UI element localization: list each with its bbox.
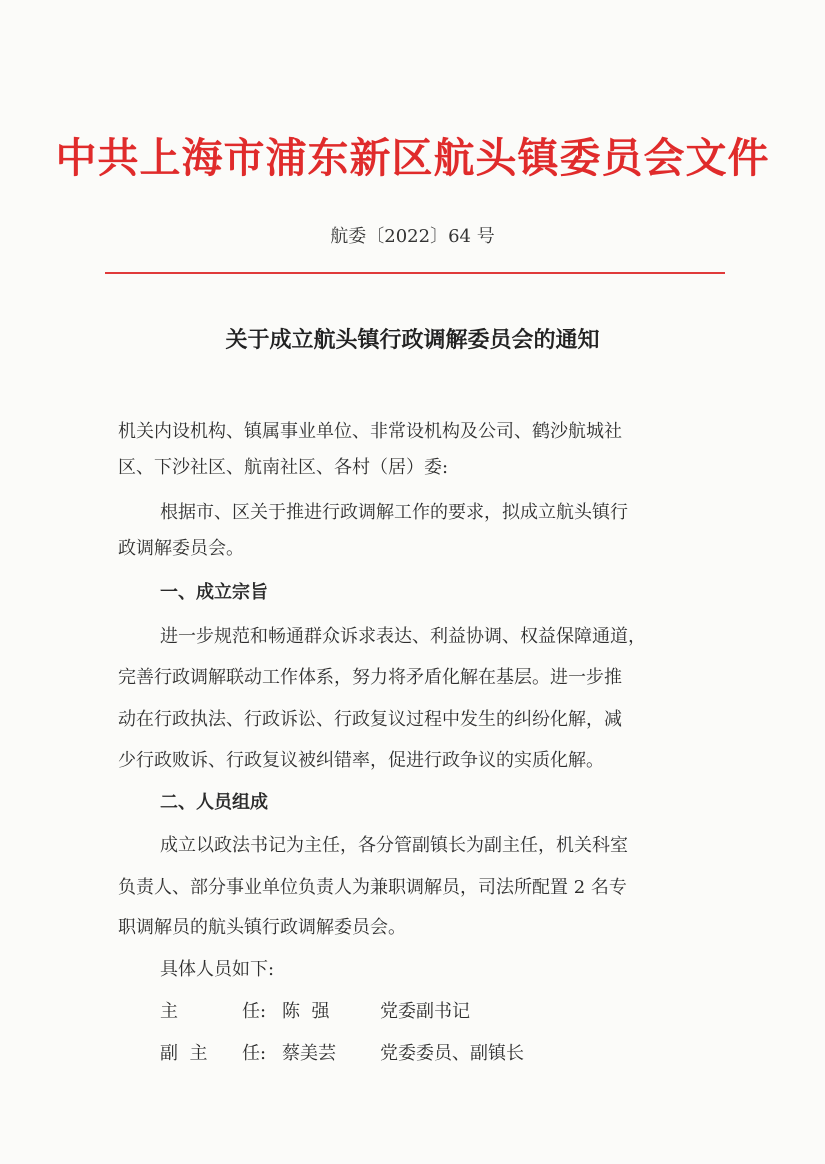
- section-1-line-2: 完善行政调解联动工作体系，努力将矛盾化解在基层。进一步推: [118, 667, 622, 688]
- section-1-line-4: 少行政败诉、行政复议被纠错率，促进行政争议的实质化解。: [118, 750, 604, 771]
- section-2-line-1: 成立以政法书记为主任，各分管副镇长为副主任，机关科室: [160, 835, 628, 856]
- document-number: 航委〔2022〕64 号: [330, 226, 495, 247]
- recipients-line-2: 区、下沙社区、航南社区、各村（居）委:: [118, 457, 449, 478]
- member-2-name: 蔡美芸: [282, 1043, 336, 1064]
- section-2-line-3: 职调解员的航头镇行政调解委员会。: [118, 917, 406, 938]
- notice-title: 关于成立航头镇行政调解委员会的通知: [225, 327, 600, 353]
- section-1-line-1: 进一步规范和畅通群众诉求表达、利益协调、权益保障通道，: [160, 626, 646, 647]
- section-2-heading: 二、人员组成: [160, 792, 268, 813]
- red-divider-line: [105, 272, 725, 274]
- section-1-line-3: 动在行政执法、行政诉讼、行政复议过程中发生的纠纷化解，减: [118, 709, 622, 730]
- member-1-position: 党委副书记: [380, 1001, 470, 1022]
- member-2-role-suffix: 任:: [242, 1043, 267, 1064]
- recipients-line-1: 机关内设机构、镇属事业单位、非常设机构及公司、鹤沙航城社: [118, 421, 622, 442]
- member-1-role-prefix: 主: [160, 1001, 178, 1022]
- intro-line-1: 根据市、区关于推进行政调解工作的要求，拟成立航头镇行: [160, 502, 628, 523]
- document-header-title: 中共上海市浦东新区航头镇委员会文件: [55, 134, 770, 182]
- member-2-role-prefix: 副 主: [160, 1043, 208, 1064]
- intro-line-2: 政调解委员会。: [118, 538, 244, 559]
- section-1-heading: 一、成立宗旨: [160, 582, 268, 603]
- section-2-line-2: 负责人、部分事业单位负责人为兼职调解员，司法所配置 2 名专: [118, 877, 627, 898]
- member-1-role-suffix: 任:: [242, 1001, 267, 1022]
- member-1-name: 陈 强: [282, 1001, 330, 1022]
- member-2-position: 党委委员、副镇长: [380, 1043, 524, 1064]
- member-list-intro: 具体人员如下:: [160, 959, 275, 980]
